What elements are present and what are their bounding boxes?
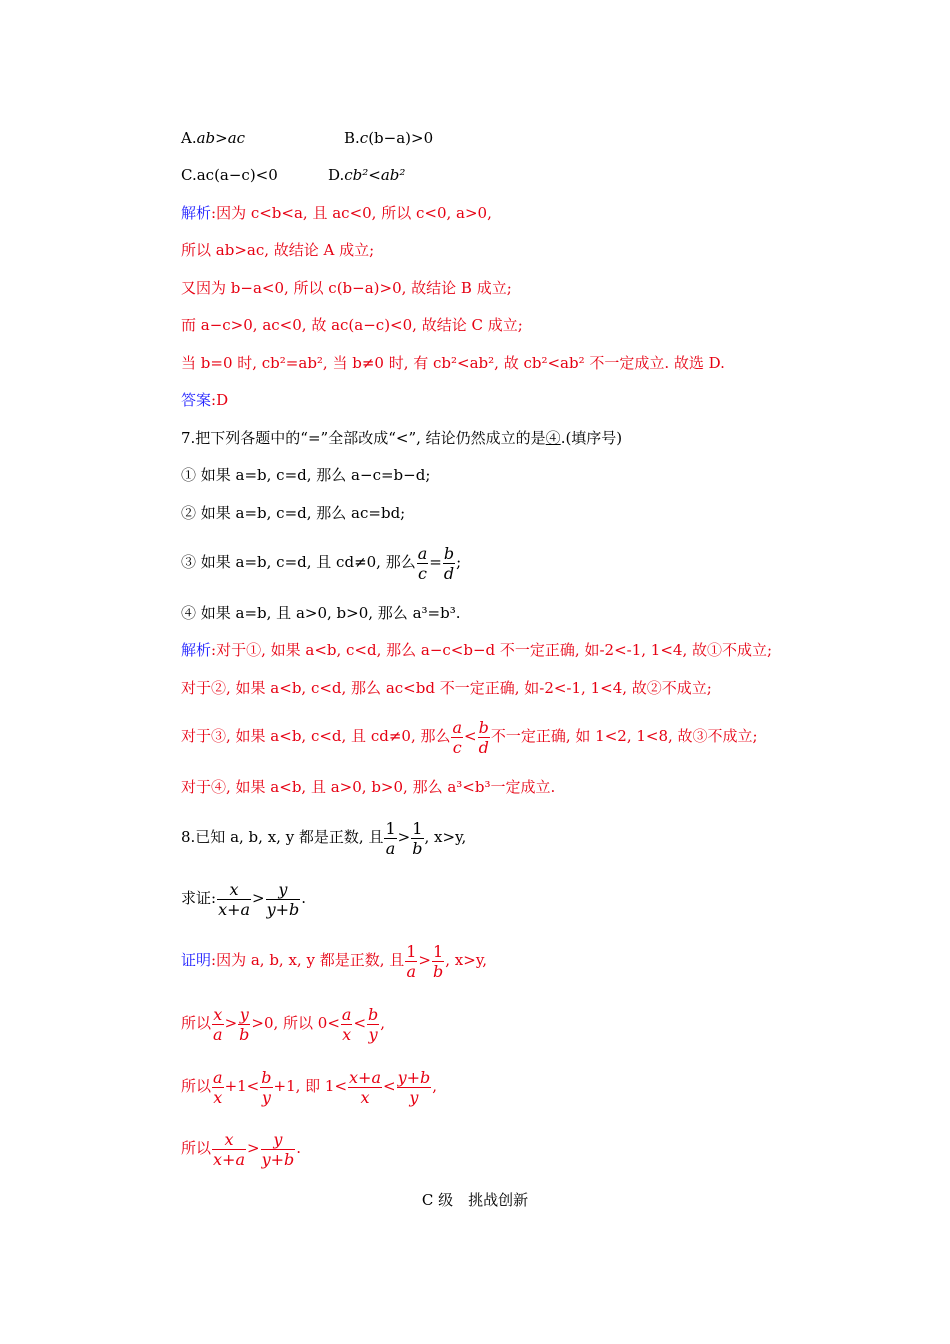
numerator: 1: [385, 818, 396, 838]
q7-item3: [181, 540, 461, 584]
q7-solution-line1: [181, 640, 772, 660]
q6-solution-line5: 当 b=0 时, cb²=ab², 当 b≠0 时, 有 cb²<ab², 故 cb²<ab² 不一定成立. 故选 D.: [181, 354, 725, 372]
stem-text: 7.把下列各题中的“=”全部改成“<”, 结论仍然成立的是: [181, 429, 546, 447]
item-text: ③ 如果 a=b, c=d, 且 cd≠0, 那么: [181, 553, 416, 571]
jiexi-label: 解析: [181, 641, 212, 659]
period: .: [296, 1139, 302, 1157]
option-expr-pre: c: [359, 129, 369, 147]
section-title: C 级 挑战创新: [421, 1191, 529, 1209]
q7-stem: [181, 428, 622, 448]
greater-than-sign: >: [418, 951, 431, 969]
denominator: x+a: [218, 899, 251, 919]
q7-item2: ② 如果 a=b, c=d, 那么 ac=bd;: [181, 504, 406, 522]
denominator: y: [368, 1024, 378, 1044]
fraction: [417, 544, 429, 583]
numerator: y+b: [397, 1067, 431, 1087]
equals-sign: =: [429, 553, 442, 571]
proof-text: +1<: [224, 1077, 260, 1095]
greater-than-sign: >: [224, 1014, 238, 1032]
numerator: a: [417, 543, 428, 563]
option-d: [328, 165, 405, 185]
numerator: b: [443, 543, 455, 563]
numerator: 1: [412, 818, 423, 838]
comma: ,: [432, 1077, 438, 1095]
fraction: [261, 1130, 296, 1169]
q7-item4: ④ 如果 a=b, 且 a>0, b>0, 那么 a³=b³.: [181, 604, 461, 622]
fraction: [397, 1068, 432, 1107]
denominator: y+b: [266, 899, 300, 919]
item-text: ;: [456, 553, 462, 571]
greater-than-sign: >: [397, 828, 411, 846]
denominator: c: [418, 563, 427, 583]
denominator: y: [261, 1087, 271, 1107]
numerator: a: [452, 717, 463, 737]
q8-stem: [181, 815, 466, 859]
q6-solution-line4: 而 a−c>0, ac<0, 故 ac(a−c)<0, 故结论 C 成立;: [181, 316, 523, 334]
q8-proof-line1: [181, 938, 487, 982]
q7-solution-line3: [181, 714, 758, 758]
solution-text: :对于①, 如果 a<b, c<d, 那么 a−c<b−d 不一定正确, 如-2<-1, 1<4, 故①不成立;: [211, 641, 773, 659]
proof-text: >0, 所以 0<: [251, 1014, 340, 1032]
greater-than-sign: >: [246, 1139, 260, 1157]
proof-text: , x>y,: [445, 951, 488, 969]
q7-item1: ① 如果 a=b, c=d, 那么 a−c=b−d;: [181, 466, 431, 484]
numerator: x: [212, 1130, 246, 1150]
fraction: [405, 942, 417, 981]
q8-proof-line4: [181, 1126, 301, 1170]
denominator: a: [213, 1024, 223, 1044]
fraction: [348, 1068, 382, 1107]
denominator: x: [342, 1024, 352, 1044]
denominator: d: [443, 563, 455, 583]
denominator: b: [412, 838, 423, 858]
fraction: [217, 880, 251, 919]
period: .: [301, 889, 307, 907]
option-label: C.: [181, 166, 197, 184]
option-expr: cb²<ab²: [344, 166, 406, 184]
denominator: d: [478, 737, 489, 757]
numerator: x+a: [349, 1067, 381, 1087]
numerator: 1: [406, 941, 417, 961]
q8-proof-line2: [181, 1001, 385, 1045]
fraction: [266, 880, 301, 919]
fraction: [341, 1005, 353, 1044]
denominator: x: [360, 1087, 370, 1107]
option-label: A.: [181, 129, 197, 147]
q6-solution-line2: 所以 ab>ac, 故结论 A 成立;: [181, 241, 375, 259]
denominator: c: [452, 737, 462, 757]
option-a: [181, 128, 245, 148]
q7-solution-line4: 对于④, 如果 a<b, 且 a>0, b>0, 那么 a³<b³一定成立.: [181, 778, 556, 796]
numerator: y: [239, 1004, 249, 1024]
less-than-sign: <: [464, 727, 477, 745]
denominator: y+b: [261, 1149, 295, 1169]
fraction: [260, 1068, 272, 1107]
fraction: [212, 1130, 246, 1169]
stem-text: .(填序号): [560, 429, 623, 447]
numerator: b: [368, 1004, 379, 1024]
less-than-sign: <: [383, 1077, 396, 1095]
q8-proof-line3: [181, 1064, 437, 1108]
q8-prove: [181, 876, 306, 920]
numerator: x: [217, 880, 251, 900]
solution-text: 不一定正确, 如 1<2, 1<8, 故③不成立;: [490, 727, 758, 745]
greater-than-sign: >: [252, 889, 265, 907]
numerator: b: [261, 1067, 272, 1087]
proof-text: :因为 a, b, x, y 都是正数, 且: [211, 951, 405, 969]
proof-text: 所以: [181, 1139, 212, 1157]
option-expr: ac(a−c)<0: [196, 166, 278, 184]
answer-value: :D: [211, 391, 229, 409]
prove-label: 求证:: [181, 889, 217, 907]
denominator: x: [213, 1087, 223, 1107]
numerator: 1: [433, 941, 444, 961]
option-label: B.: [344, 129, 360, 147]
solution-text: :因为 c<b<a, 且 ac<0, 所以 c<0, a>0,: [211, 204, 492, 222]
fraction: [478, 718, 490, 757]
denominator: a: [385, 838, 396, 858]
fraction: [451, 718, 463, 757]
denominator: b: [239, 1024, 250, 1044]
numerator: x: [213, 1004, 223, 1024]
numerator: a: [341, 1004, 352, 1024]
numerator: y: [266, 880, 301, 900]
fraction: [212, 1068, 224, 1107]
answer-label: 答案: [181, 391, 212, 409]
proof-text: +1, 即 1<: [273, 1077, 348, 1095]
denominator: a: [406, 961, 417, 981]
fraction: [443, 544, 455, 583]
fraction: [367, 1005, 379, 1044]
proof-text: 所以: [181, 1014, 212, 1032]
option-expr: (b−a)>0: [368, 129, 434, 147]
proof-label: 证明: [181, 951, 212, 969]
fraction: [238, 1005, 250, 1044]
denominator: x+a: [213, 1149, 245, 1169]
numerator: a: [213, 1067, 223, 1087]
comma: ,: [380, 1014, 386, 1032]
option-expr: ab>ac: [196, 129, 246, 147]
q6-answer: [181, 390, 228, 410]
option-label: D.: [328, 166, 345, 184]
numerator: b: [478, 717, 489, 737]
fraction: [212, 1005, 224, 1044]
q6-solution-line1: [181, 203, 492, 223]
option-b: [344, 128, 433, 148]
denominator: y: [409, 1087, 419, 1107]
stem-text: , x>y,: [424, 828, 467, 846]
stem-answer: ④: [545, 429, 561, 447]
numerator: y: [261, 1130, 296, 1150]
q7-solution-line2: 对于②, 如果 a<b, c<d, 那么 ac<bd 不一定正确, 如-2<-1, 1<4, 故②不成立;: [181, 679, 712, 697]
fraction: [384, 819, 396, 858]
less-than-sign: <: [353, 1014, 367, 1032]
option-c: [181, 165, 278, 185]
fraction: [432, 942, 444, 981]
stem-text: 8.已知 a, b, x, y 都是正数, 且: [181, 828, 384, 846]
fraction: [411, 819, 423, 858]
proof-text: 所以: [181, 1077, 212, 1095]
solution-text: 对于③, 如果 a<b, c<d, 且 cd≠0, 那么: [181, 727, 451, 745]
q6-solution-line3: 又因为 b−a<0, 所以 c(b−a)>0, 故结论 B 成立;: [181, 279, 512, 297]
denominator: b: [433, 961, 444, 981]
jiexi-label: 解析: [181, 204, 212, 222]
